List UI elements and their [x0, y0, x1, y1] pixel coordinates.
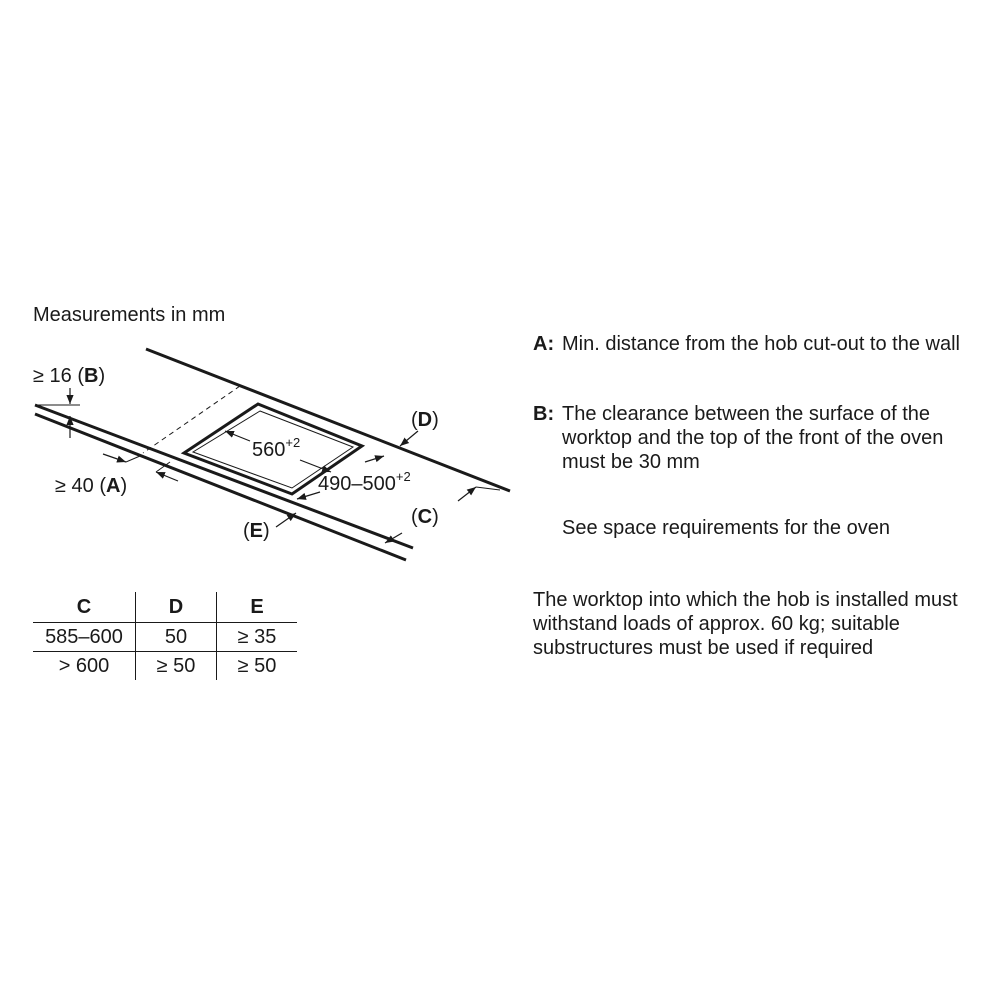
table-cell: 50 [136, 623, 217, 652]
c-arrow-top [458, 487, 476, 501]
table-header: D [136, 592, 217, 623]
note-b-key: B: [533, 403, 555, 425]
label-e: (E) [243, 520, 270, 542]
width-arrow-right [300, 460, 331, 472]
table-header-row [33, 592, 297, 623]
note-b-text: The clearance between the surface of the worktop and the top of the front of the oven must be 30 mm [562, 403, 944, 473]
label-d: (D) [411, 409, 439, 431]
table-row [33, 652, 297, 681]
oven-space-note: See space requirements for the oven [562, 517, 890, 539]
table-cell: ≥ 35 [217, 623, 298, 652]
measurements-title: Measurements in mm [33, 304, 226, 326]
label-c: (C) [411, 506, 439, 528]
note-b [533, 402, 983, 474]
note-a-text: Min. distance from the hob cut-out to the wall [562, 333, 960, 355]
depth-arrow-top [365, 456, 384, 462]
c-ext [476, 487, 500, 490]
table-header: C [33, 592, 136, 623]
note-a-key: A: [533, 333, 555, 355]
clearance-table [33, 592, 297, 680]
label-a: ≥ 40 (A) [55, 475, 128, 497]
a-arrow-right [156, 472, 178, 481]
table-header: E [217, 592, 298, 623]
label-depth: $490-500^{+2}$ [318, 469, 411, 495]
table-cell: ≥ 50 [237, 654, 277, 677]
table-cell: > 600 [33, 652, 136, 681]
width-arrow-left [225, 431, 250, 441]
table-row [33, 623, 297, 652]
table-cell: 585–600 [33, 623, 136, 652]
note-a [533, 332, 960, 356]
label-b: ≥ 16 (B) [33, 365, 106, 387]
worktop-load-note: The worktop into which the hob is installed must withstand loads of approx. 60 kg; suitable substructures must be used if required [533, 589, 958, 659]
label-width: $560^{+2}$ [252, 435, 301, 461]
e-arrow [276, 513, 296, 527]
oven-projection-line [143, 386, 240, 453]
d-arrow [400, 431, 418, 446]
depth-arrow-bottom [297, 492, 320, 499]
table-cell: ≥ 50 [136, 652, 217, 681]
a-ext-1 [126, 456, 140, 462]
a-arrow-left [103, 454, 126, 462]
